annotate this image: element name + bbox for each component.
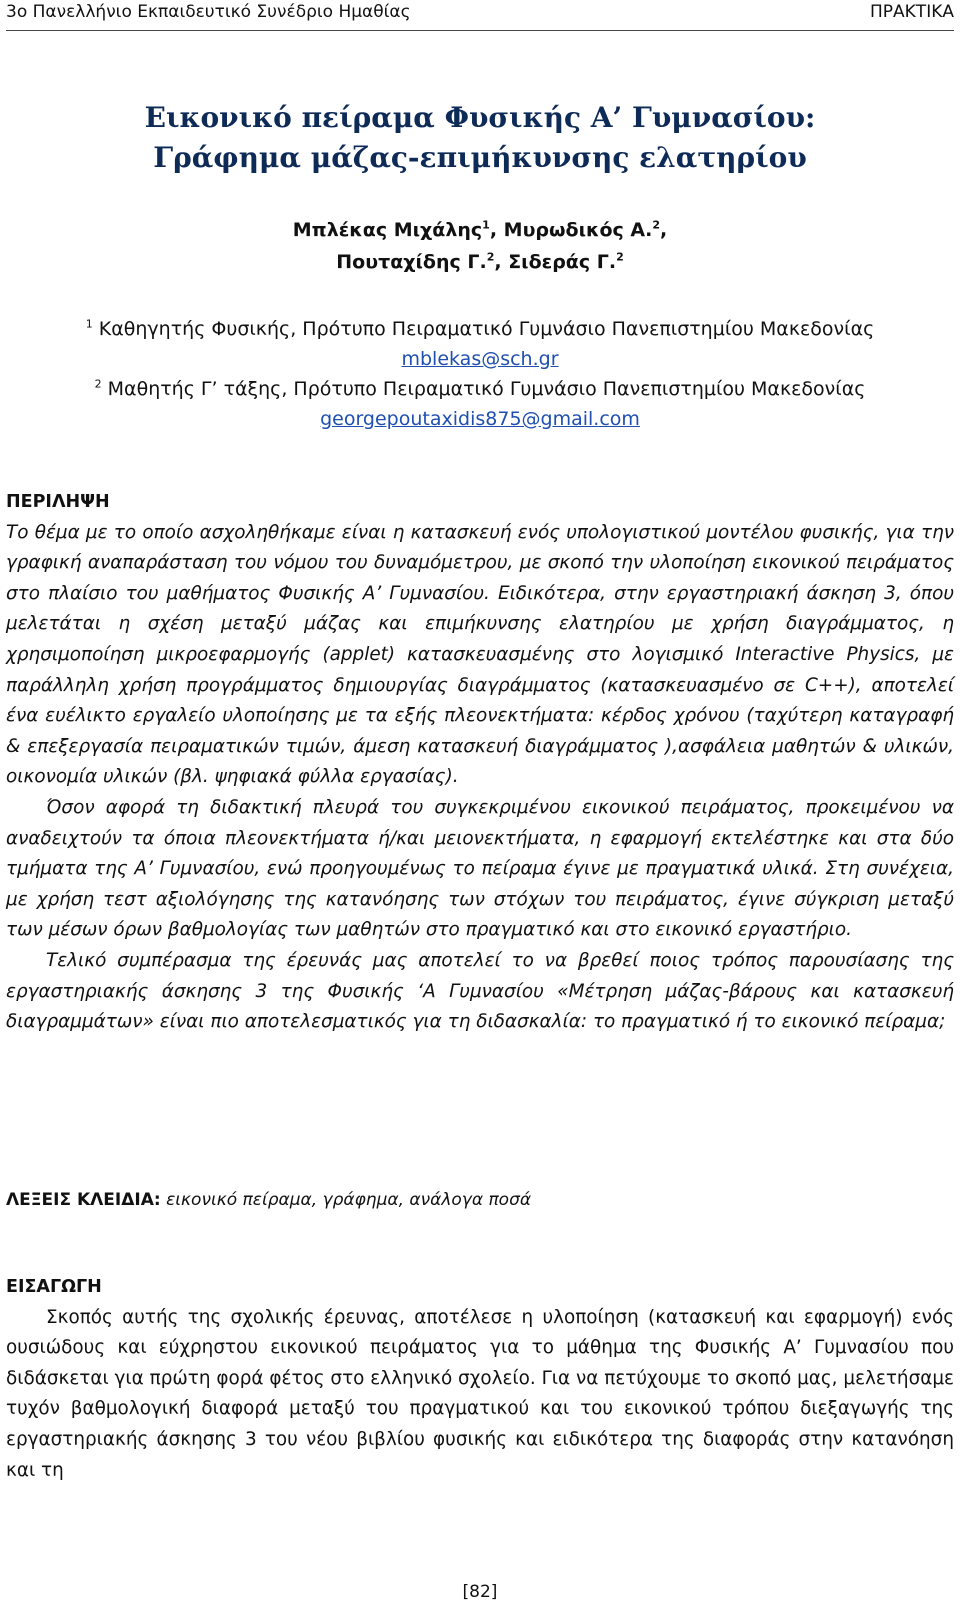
keywords-label: ΛΕΞΕΙΣ ΚΛΕΙΔΙΑ: (6, 1190, 161, 1210)
affiliation-text: Καθηγητής Φυσικής, Πρότυπο Πειραματικό Γυμνάσιο Πανεπιστημίου Μακεδονίας (98, 318, 875, 340)
author-name: Μυρωδικός Α. (503, 219, 653, 241)
title-line-2: Γράφημα μάζας-επιμήκυνσης ελατηρίου (153, 141, 807, 174)
introduction-paragraph: Σκοπός αυτής της σχολικής έρευνας, αποτέλεσε η υλοποίηση (κατασκευή και εφαρμογή) ενός ουσιώδους και εύχρηστου εικονικού πειράματος για το μάθημα της Φυσικής Α’ Γυμνασίου που διδάσκεται για πρώτη φορά φέτος στο ελληνικό σχολείο. Για να πετύχουμε το σκοπό μας, μελετήσαμε τυχόν βαθμολογική διαφορά μεταξύ του πραγματικού και του εικονικού τρόπου διεξαγωγής της εργαστηριακής άσκησης 3 του νέου βιβλίου φυσικής και ειδικότερα της διαφοράς στην κατανόηση και τη (6, 1306, 954, 1481)
affiliation-text: Μαθητής Γ’ τάξης, Πρότυπο Πειραματικό Γυμνάσιο Πανεπιστημίου Μακεδονίας (107, 378, 866, 400)
affiliation-mark: 1 (85, 317, 93, 331)
abstract-paragraph: Το θέμα με το οποίο ασχοληθήκαμε είναι η κατασκευή ενός υπολογιστικού μοντέλου φυσικής, για την γραφική αναπαράσταση του νόμου του δυναμόμετρου, με σκοπό την υλοποίηση εικονικού πειράματος στο πλαίσιο του μαθήματος Φυσικής Α’ Γυμνασίου. Ειδικότερα, στην εργαστηριακή άσκηση 3, όπου μελετάται η σχέση μεταξύ μάζας και επιμήκυνσης ελατηρίου με χρήση διαγράμματος, η χρησιμοποίηση μικροεφαρμογής (applet) κατασκευασμένης στο λογισμικό Interactive Physics, με παράλληλη χρήση προγράμματος δημιουργίας διαγράμματος (κατασκευασμένο σε C++), αποτελεί ένα ευέλικτο εργαλείο υλοποίησης με τα εξής πλεονεκτήματα: κέρδος χρόνου (ταχύτερη καταγραφή & επεξεργασία πειραματικών τιμών, άμεση κατασκευή διαγράμματος ),ασφάλεια μαθητών & υλικών, οικονομία υλικών (βλ. ψηφιακά φύλλα εργασίας). (6, 521, 954, 788)
affiliations (0, 314, 960, 434)
introduction-section (6, 1272, 954, 1486)
author-name: Πουταχίδης Γ. (336, 251, 487, 273)
author-affiliation-mark: 2 (616, 250, 624, 264)
title-line-1: Εικονικό πείραμα Φυσικής Α’ Γυμνασίου: (144, 101, 816, 134)
keywords-line (6, 1190, 531, 1210)
email-link-1[interactable]: mblekas@sch.gr (401, 348, 559, 370)
email-link-2[interactable]: georgepoutaxidis875@gmail.com (320, 408, 640, 430)
author-affiliation-mark: 2 (652, 218, 660, 232)
affiliation-2 (0, 374, 960, 404)
author-line-2: Πουταχίδης Γ.$^2$, Σιδεράς Γ.$^2$ (336, 250, 624, 273)
abstract-paragraph: Τελικό συμπέρασμα της έρευνάς μας αποτελεί το να βρεθεί ποιος τρόπος παρουσίασης της εργαστηριακής άσκησης 3 της Φυσικής ‘Α Γυμνασίου «Μέτρηση μάζας-βάρους και κατασκευή διαγραμμάτων» είναι πιο αποτελεσματικός για τη διδασκαλία: το πραγματικό ή το εικονικό πείραμα; (6, 949, 954, 1033)
author-name: Σιδεράς Γ. (508, 251, 617, 273)
author-name: Μπλέκας Μιχάλης (292, 219, 483, 241)
author-line-1: Μπλέκας Μιχάλης$^1$, Μυρωδικός Α.$^2$, (292, 218, 668, 241)
page-number: [82] (462, 1582, 498, 1602)
proceedings-label: ΠΡΑΚΤΙΚΑ (870, 2, 954, 22)
author-list (0, 214, 960, 278)
author-affiliation-mark: 2 (486, 250, 495, 264)
author-affiliation-mark: 1 (482, 218, 490, 232)
keywords-text: εικονικό πείραμα, γράφημα, ανάλογα ποσά (166, 1190, 532, 1210)
abstract-heading: ΠΕΡΙΛΗΨΗ (6, 492, 110, 512)
conference-name: 3ο Πανελλήνιο Εκπαιδευτικό Συνέδριο Ημαθίας (6, 2, 411, 22)
affiliation-mark: 2 (94, 377, 102, 391)
abstract-section (6, 487, 954, 1038)
abstract-paragraph: Όσον αφορά τη διδακτική πλευρά του συγκεκριμένου εικονικού πειράματος, προκειμένου να αναδειχτούν τα όποια πλεονεκτήματα ή/και μειονεκτήματα, η εφαρμογή εκτελέστηκε και στα δύο τμήματα της Α’ Γυμνασίου, ενώ προηγουμένως το πείραμα έγινε με πραγματικά υλικά. Στη συνέχεια, με χρήση τεστ αξιολόγησης της κατανόησης των στόχων του πειράματος, έγινε σύγκριση μεταξύ των μέσων όρων βαθμολογίας των μαθητών στο πραγματικό και στο εικονικό εργαστήριο. (6, 796, 954, 941)
paper-title (0, 98, 960, 178)
affiliation-1 (0, 314, 960, 344)
running-header (6, 0, 954, 31)
introduction-heading: ΕΙΣΑΓΩΓΗ (6, 1277, 102, 1297)
